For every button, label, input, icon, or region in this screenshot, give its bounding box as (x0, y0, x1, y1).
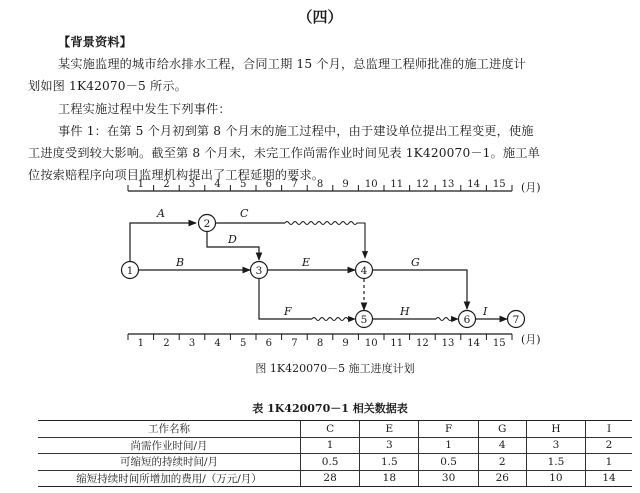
paragraph-3-line-1: 事件 1：在第 5 个月初到第 8 个月末的施工过程中，由于建设单位提出工程变更，使施 (58, 124, 534, 138)
table-header-row (38, 421, 632, 438)
table-cell: 1 (419, 437, 478, 454)
month-tick-label: 11 (390, 338, 404, 349)
table-cell: 1.5 (526, 454, 585, 471)
bottom-unit-label: (月) (521, 333, 541, 346)
table-title: 表 1K420070－1 相关数据表 (252, 402, 408, 415)
section-heading: （四） (297, 8, 343, 26)
month-tick-label: 13 (441, 338, 455, 349)
background-label: 【背景资料】 (58, 35, 133, 49)
activity-label-c: C (240, 207, 249, 220)
activity-a-arrow (130, 223, 196, 262)
node-3 (251, 262, 268, 279)
table-cell: 2 (586, 437, 632, 454)
month-tick-label: 1 (137, 179, 144, 190)
activity-g-arrow (373, 270, 467, 309)
table-cell: 2 (478, 454, 526, 471)
node-2-label: 2 (203, 218, 211, 230)
header-cell: C (301, 421, 360, 438)
node-2 (199, 215, 216, 232)
paragraph-3-line-3: 位按索赔程序向项目监理机构提出了工程延期的要求。 (28, 168, 325, 182)
node-1 (122, 262, 139, 279)
month-tick-label: 13 (441, 179, 455, 190)
table-row (38, 454, 632, 471)
node-5 (356, 311, 373, 328)
node-6 (459, 311, 476, 328)
row-label-cell: 尚需作业时间/月 (38, 437, 301, 454)
node-7 (508, 311, 525, 328)
node-4 (356, 262, 373, 279)
activity-c-free-float (285, 222, 365, 259)
activity-label-d: D (228, 233, 237, 246)
header-cell: 工作名称 (38, 421, 301, 438)
month-tick-label: 4 (214, 179, 221, 190)
node-4-label: 4 (360, 265, 368, 277)
table-cell: 14 (586, 470, 632, 487)
table-cell: 28 (301, 470, 360, 487)
month-tick-label: 12 (416, 338, 429, 349)
month-tick-label: 12 (416, 179, 429, 190)
month-tick-label: 1 (137, 338, 144, 349)
month-tick-label: 7 (291, 338, 298, 349)
month-tick-label: 2 (163, 179, 170, 190)
month-tick-label: 15 (492, 179, 506, 190)
paragraph-1-line-2: 划如图 1K42070－5 所示。 (28, 79, 187, 93)
table-cell: 0.5 (301, 454, 360, 471)
month-tick-label: 5 (240, 179, 247, 190)
month-tick-label: 9 (342, 338, 349, 349)
activity-label-a: A (157, 207, 165, 220)
table-cell: 1.5 (360, 454, 419, 471)
activity-label-f: F (284, 305, 292, 318)
header-cell: E (360, 421, 419, 438)
node-6-label: 6 (463, 314, 471, 326)
node-7-label: 7 (512, 314, 520, 326)
month-tick-label: 3 (188, 179, 196, 190)
node-3-label: 3 (255, 265, 263, 277)
related-data-table (38, 420, 632, 487)
header-cell: H (526, 421, 585, 438)
activity-label-i: I (483, 305, 488, 318)
table-cell: 10 (526, 470, 585, 487)
month-tick-label: 8 (316, 338, 324, 349)
month-tick-label: 11 (390, 179, 404, 190)
month-tick-label: 3 (188, 338, 196, 349)
table-row (38, 437, 632, 454)
table-cell: 3 (526, 437, 585, 454)
month-tick-label: 15 (492, 338, 506, 349)
header-cell: G (478, 421, 526, 438)
table-cell: 1 (301, 437, 360, 454)
diagram-caption: 图 1K420070－5 施工进度计划 (255, 362, 415, 375)
row-label-cell: 缩短持续时间所增加的费用/（万元/月） (38, 470, 301, 487)
month-tick-label: 8 (316, 179, 324, 190)
activity-h-free-float (436, 318, 458, 321)
month-tick-label: 7 (291, 179, 298, 190)
table-cell: 1 (586, 454, 632, 471)
table-cell: 30 (419, 470, 478, 487)
activity-label-e: E (302, 256, 311, 269)
month-tick-label: 10 (364, 179, 378, 190)
activity-f-free-float (312, 318, 355, 321)
table-cell: 26 (478, 470, 526, 487)
node-5-label: 5 (360, 314, 368, 326)
table-row (38, 470, 632, 487)
paragraph-3-line-2: 工进度受到较大影响。截至第 8 个月末，未完工作尚需作业时间见表 1K420070－1。施工单 (28, 146, 540, 160)
table-cell: 4 (478, 437, 526, 454)
activity-label-b: B (176, 256, 185, 269)
month-tick-label: 14 (467, 338, 480, 349)
table-cell: 3 (360, 437, 419, 454)
month-tick-label: 5 (240, 338, 247, 349)
month-tick-label: 6 (265, 338, 272, 349)
month-tick-label: 10 (364, 338, 378, 349)
top-unit-label: (月) (521, 181, 541, 194)
paragraph-1-line-1: 某实施监理的城市给水排水工程，合同工期 15 个月，总监理工程师批准的施工进度计 (58, 57, 527, 71)
month-tick-label: 14 (467, 179, 480, 190)
header-cell: F (419, 421, 478, 438)
activity-label-h: H (400, 305, 410, 318)
row-label-cell: 可缩短的持续时间/月 (38, 454, 301, 471)
month-tick-label: 9 (342, 179, 349, 190)
node-1-label: 1 (126, 265, 134, 277)
paragraph-2: 工程实施过程中发生下列事件： (58, 102, 231, 116)
month-tick-label: 6 (265, 179, 272, 190)
month-tick-label: 4 (214, 338, 221, 349)
header-cell: I (586, 421, 632, 438)
table-cell: 0.5 (419, 454, 478, 471)
activity-label-g: G (411, 256, 420, 269)
table-cell: 18 (360, 470, 419, 487)
month-tick-label: 2 (163, 338, 170, 349)
